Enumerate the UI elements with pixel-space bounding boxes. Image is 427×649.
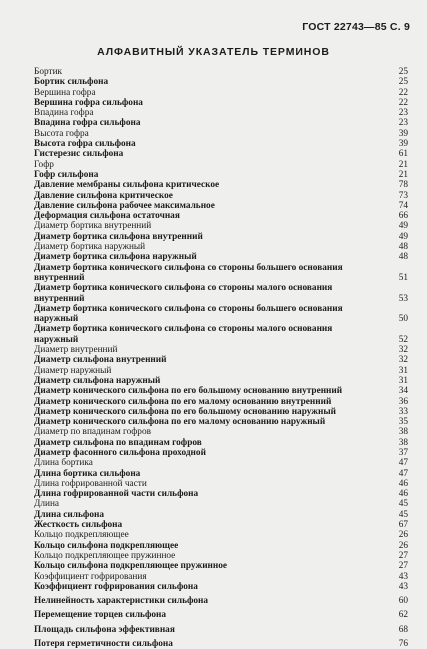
index-entry-page: 51 xyxy=(398,272,408,283)
index-entry-page: 66 xyxy=(398,211,408,222)
index-entry-page: 43 xyxy=(398,581,408,592)
index-entry xyxy=(34,252,408,262)
index-entry-term: Давление мембраны сильфона критическое xyxy=(34,180,220,191)
index-entry-term: Гистерезис сильфона xyxy=(34,149,124,160)
index-entry-page: 37 xyxy=(398,447,408,458)
index-entry-page: 27 xyxy=(398,561,408,572)
index-entry-page: 67 xyxy=(398,520,408,531)
index-entry-page: 36 xyxy=(398,396,408,407)
index-entry-page: 73 xyxy=(398,190,408,201)
index-entry-term: Диаметр бортика наружный xyxy=(34,242,146,253)
index-entry xyxy=(34,427,408,437)
index-entry-page: 38 xyxy=(398,427,408,438)
index-entry-term: Перемещение торцев сильфона xyxy=(34,610,167,621)
index-entry-page: 45 xyxy=(398,509,408,520)
index-entry xyxy=(34,541,408,551)
index-entry-term: Диаметр бортика конического сильфона со стороны малого основания внутренний xyxy=(34,283,333,304)
index-entry-term: Диаметр бортика сильфона наружный xyxy=(34,252,197,263)
index-entry xyxy=(34,211,408,221)
index-entry-term: Площадь сильфона эффективная xyxy=(34,624,175,635)
index-entry-page: 26 xyxy=(398,530,408,541)
index-entry xyxy=(34,510,408,520)
index-entry-page: 27 xyxy=(398,550,408,561)
index-entry-term: Диаметр конического сильфона по его малому основанию наружный xyxy=(34,417,326,428)
index-entry-term: Диаметр бортика конического сильфона со стороны малого основания наружный xyxy=(34,324,333,345)
index-entry xyxy=(34,582,408,592)
index-entry-term: Длина сильфона xyxy=(34,509,104,520)
index-entry xyxy=(34,129,408,139)
index-entry-term: Длина xyxy=(34,499,60,510)
index-entry-page: 48 xyxy=(398,252,408,263)
index-entry-page: 32 xyxy=(398,345,408,356)
index-entry xyxy=(34,561,408,571)
index-entry xyxy=(34,438,408,448)
index-entry-term: Диаметр сильфона внутренний xyxy=(34,355,167,366)
index-entry-page: 61 xyxy=(398,149,408,160)
index-entry-page: 43 xyxy=(398,571,408,582)
index-entry xyxy=(34,98,408,108)
index-entry xyxy=(34,448,408,458)
index-entry-page: 46 xyxy=(398,489,408,500)
index-entry-term: Диаметр внутренний xyxy=(34,345,118,356)
index-entry xyxy=(34,458,408,468)
index-entry xyxy=(34,397,408,407)
index-entry xyxy=(34,407,408,417)
index-entry xyxy=(34,304,408,325)
index-entry xyxy=(34,469,408,479)
index-entry xyxy=(34,180,408,190)
index-entry xyxy=(34,160,408,170)
index-entry xyxy=(34,376,408,386)
index-entry-page: 21 xyxy=(398,169,408,180)
index-entry-term: Жесткость сильфона xyxy=(34,520,123,531)
index-entry-page: 35 xyxy=(398,417,408,428)
index-entry-page: 78 xyxy=(398,180,408,191)
index-entry xyxy=(34,551,408,561)
index-entry-page: 22 xyxy=(398,87,408,98)
index-entry-term: Коэффициент гофрирования xyxy=(34,571,147,582)
index-entry-term: Кольцо подкрепляющее xyxy=(34,530,129,541)
index-entry-page: 34 xyxy=(398,386,408,397)
index-entry-term: Гофр xyxy=(34,159,54,170)
page-header: ГОСТ 22743—85 С. 9 xyxy=(302,21,410,33)
index-entry-page: 53 xyxy=(398,293,408,304)
index-entry-page: 23 xyxy=(398,118,408,129)
index-entry-page: 52 xyxy=(398,334,408,345)
index-entry xyxy=(34,530,408,540)
index-entry xyxy=(34,149,408,159)
index-entry-term: Коэффициент гофрирования сильфона xyxy=(34,581,198,592)
index-entry xyxy=(34,479,408,489)
index-entry-page: 68 xyxy=(398,624,408,635)
index-entry xyxy=(34,355,408,365)
index-entry-page: 33 xyxy=(398,406,408,417)
index-entry-page: 48 xyxy=(398,242,408,253)
index-entry xyxy=(34,221,408,231)
index-entry xyxy=(34,639,408,649)
index-entry xyxy=(34,118,408,128)
index-entry xyxy=(34,170,408,180)
index-entry-term: Давление сильфона критическое xyxy=(34,190,173,201)
index-entry-page: 39 xyxy=(398,139,408,150)
index-entry-term: Диаметр фасонного сильфона проходной xyxy=(34,447,206,458)
index-entry-page: 46 xyxy=(398,478,408,489)
index-entry-term: Давление сильфона рабочее максимальное xyxy=(34,200,215,211)
term-index-list xyxy=(34,67,408,649)
index-entry-term: Кольцо подкрепляющее пружинное xyxy=(34,550,176,561)
index-entry-term: Потеря герметичности сильфона xyxy=(34,639,173,649)
index-entry xyxy=(34,499,408,509)
index-entry-term: Вершина гофра xyxy=(34,87,96,98)
index-entry xyxy=(34,67,408,77)
index-entry xyxy=(34,283,408,304)
index-entry-page: 25 xyxy=(398,77,408,88)
index-entry-page: 23 xyxy=(398,108,408,119)
index-entry-page: 74 xyxy=(398,200,408,211)
index-entry xyxy=(34,201,408,211)
index-entry-term: Длина бортика сильфона xyxy=(34,468,141,479)
index-entry-term: Диаметр сильфона по впадинам гофров xyxy=(34,437,202,448)
index-entry-term: Впадина гофра xyxy=(34,108,94,119)
index-entry-term: Бортик xyxy=(34,67,63,77)
index-entry-term: Высота гофра xyxy=(34,128,89,139)
index-entry xyxy=(34,191,408,201)
index-entry xyxy=(34,417,408,427)
index-entry-term: Диаметр сильфона наружный xyxy=(34,375,161,386)
index-entry-page: 49 xyxy=(398,221,408,232)
index-entry xyxy=(34,232,408,242)
index-entry-page: 39 xyxy=(398,128,408,139)
index-entry xyxy=(34,520,408,530)
index-entry xyxy=(34,242,408,252)
index-entry xyxy=(34,88,408,98)
index-entry-page: 21 xyxy=(398,159,408,170)
index-entry-term: Диаметр наружный xyxy=(34,365,112,376)
index-entry-term: Диаметр по впадинам гофров xyxy=(34,427,151,438)
index-entry-page: 32 xyxy=(398,355,408,366)
index-entry xyxy=(34,345,408,355)
index-entry-term: Впадина гофра сильфона xyxy=(34,118,141,129)
index-entry-term: Диаметр бортика внутренний xyxy=(34,221,152,232)
index-entry-page: 62 xyxy=(398,610,408,621)
index-entry-page: 47 xyxy=(398,458,408,469)
index-entry-term: Длина гофрированной части xyxy=(34,478,147,489)
index-entry-page: 31 xyxy=(398,375,408,386)
index-entry-page: 45 xyxy=(398,499,408,510)
index-entry-page: 38 xyxy=(398,437,408,448)
index-entry-page: 76 xyxy=(398,639,408,649)
index-entry xyxy=(34,596,408,606)
index-entry-term: Кольцо сильфона подкрепляющее xyxy=(34,540,179,551)
index-entry-term: Диаметр бортика конического сильфона со стороны большего основания наружный xyxy=(34,303,343,325)
index-entry xyxy=(34,572,408,582)
index-entry-term: Длина бортика xyxy=(34,458,93,469)
index-entry-page: 60 xyxy=(398,596,408,607)
index-entry xyxy=(34,610,408,620)
index-entry-page: 25 xyxy=(398,67,408,77)
index-entry xyxy=(34,489,408,499)
index-entry-term: Гофр сильфона xyxy=(34,169,99,180)
index-entry xyxy=(34,108,408,118)
index-entry-term: Диаметр конического сильфона по его большому основанию внутренний xyxy=(34,386,343,397)
index-entry xyxy=(34,324,408,345)
index-entry xyxy=(34,139,408,149)
index-entry-term: Вершина гофра сильфона xyxy=(34,97,143,108)
index-entry-page: 31 xyxy=(398,365,408,376)
index-entry-term: Диаметр бортика конического сильфона со стороны большего основания внутренний xyxy=(34,262,343,283)
index-entry-term: Деформация сильфона остаточная xyxy=(34,211,180,222)
index-entry-page: 49 xyxy=(398,231,408,242)
index-title: АЛФАВИТНЫЙ УКАЗАТЕЛЬ ТЕРМИНОВ xyxy=(97,46,330,58)
index-entry xyxy=(34,77,408,87)
index-entry-term: Диаметр конического сильфона по его большому основанию наружный xyxy=(34,406,336,417)
index-entry-term: Высота гофра сильфона xyxy=(34,139,136,150)
index-entry-term: Нелинейность характеристики сильфона xyxy=(34,596,209,607)
index-entry xyxy=(34,386,408,396)
index-entry-page: 22 xyxy=(398,97,408,108)
index-entry xyxy=(34,263,408,284)
index-entry-page: 50 xyxy=(398,314,408,325)
index-entry-page: 26 xyxy=(398,540,408,551)
index-entry-term: Бортик сильфона xyxy=(34,77,109,88)
index-entry xyxy=(34,625,408,635)
index-entry-term: Длина гофрированной части сильфона xyxy=(34,489,199,500)
index-entry-term: Диаметр конического сильфона по его малому основанию внутренний xyxy=(34,396,332,407)
index-entry-term: Диаметр бортика сильфона внутренний xyxy=(34,231,203,242)
index-entry-term: Кольцо сильфона подкрепляющее пружинное xyxy=(34,561,228,572)
index-entry-page: 47 xyxy=(398,468,408,479)
index-entry xyxy=(34,366,408,376)
